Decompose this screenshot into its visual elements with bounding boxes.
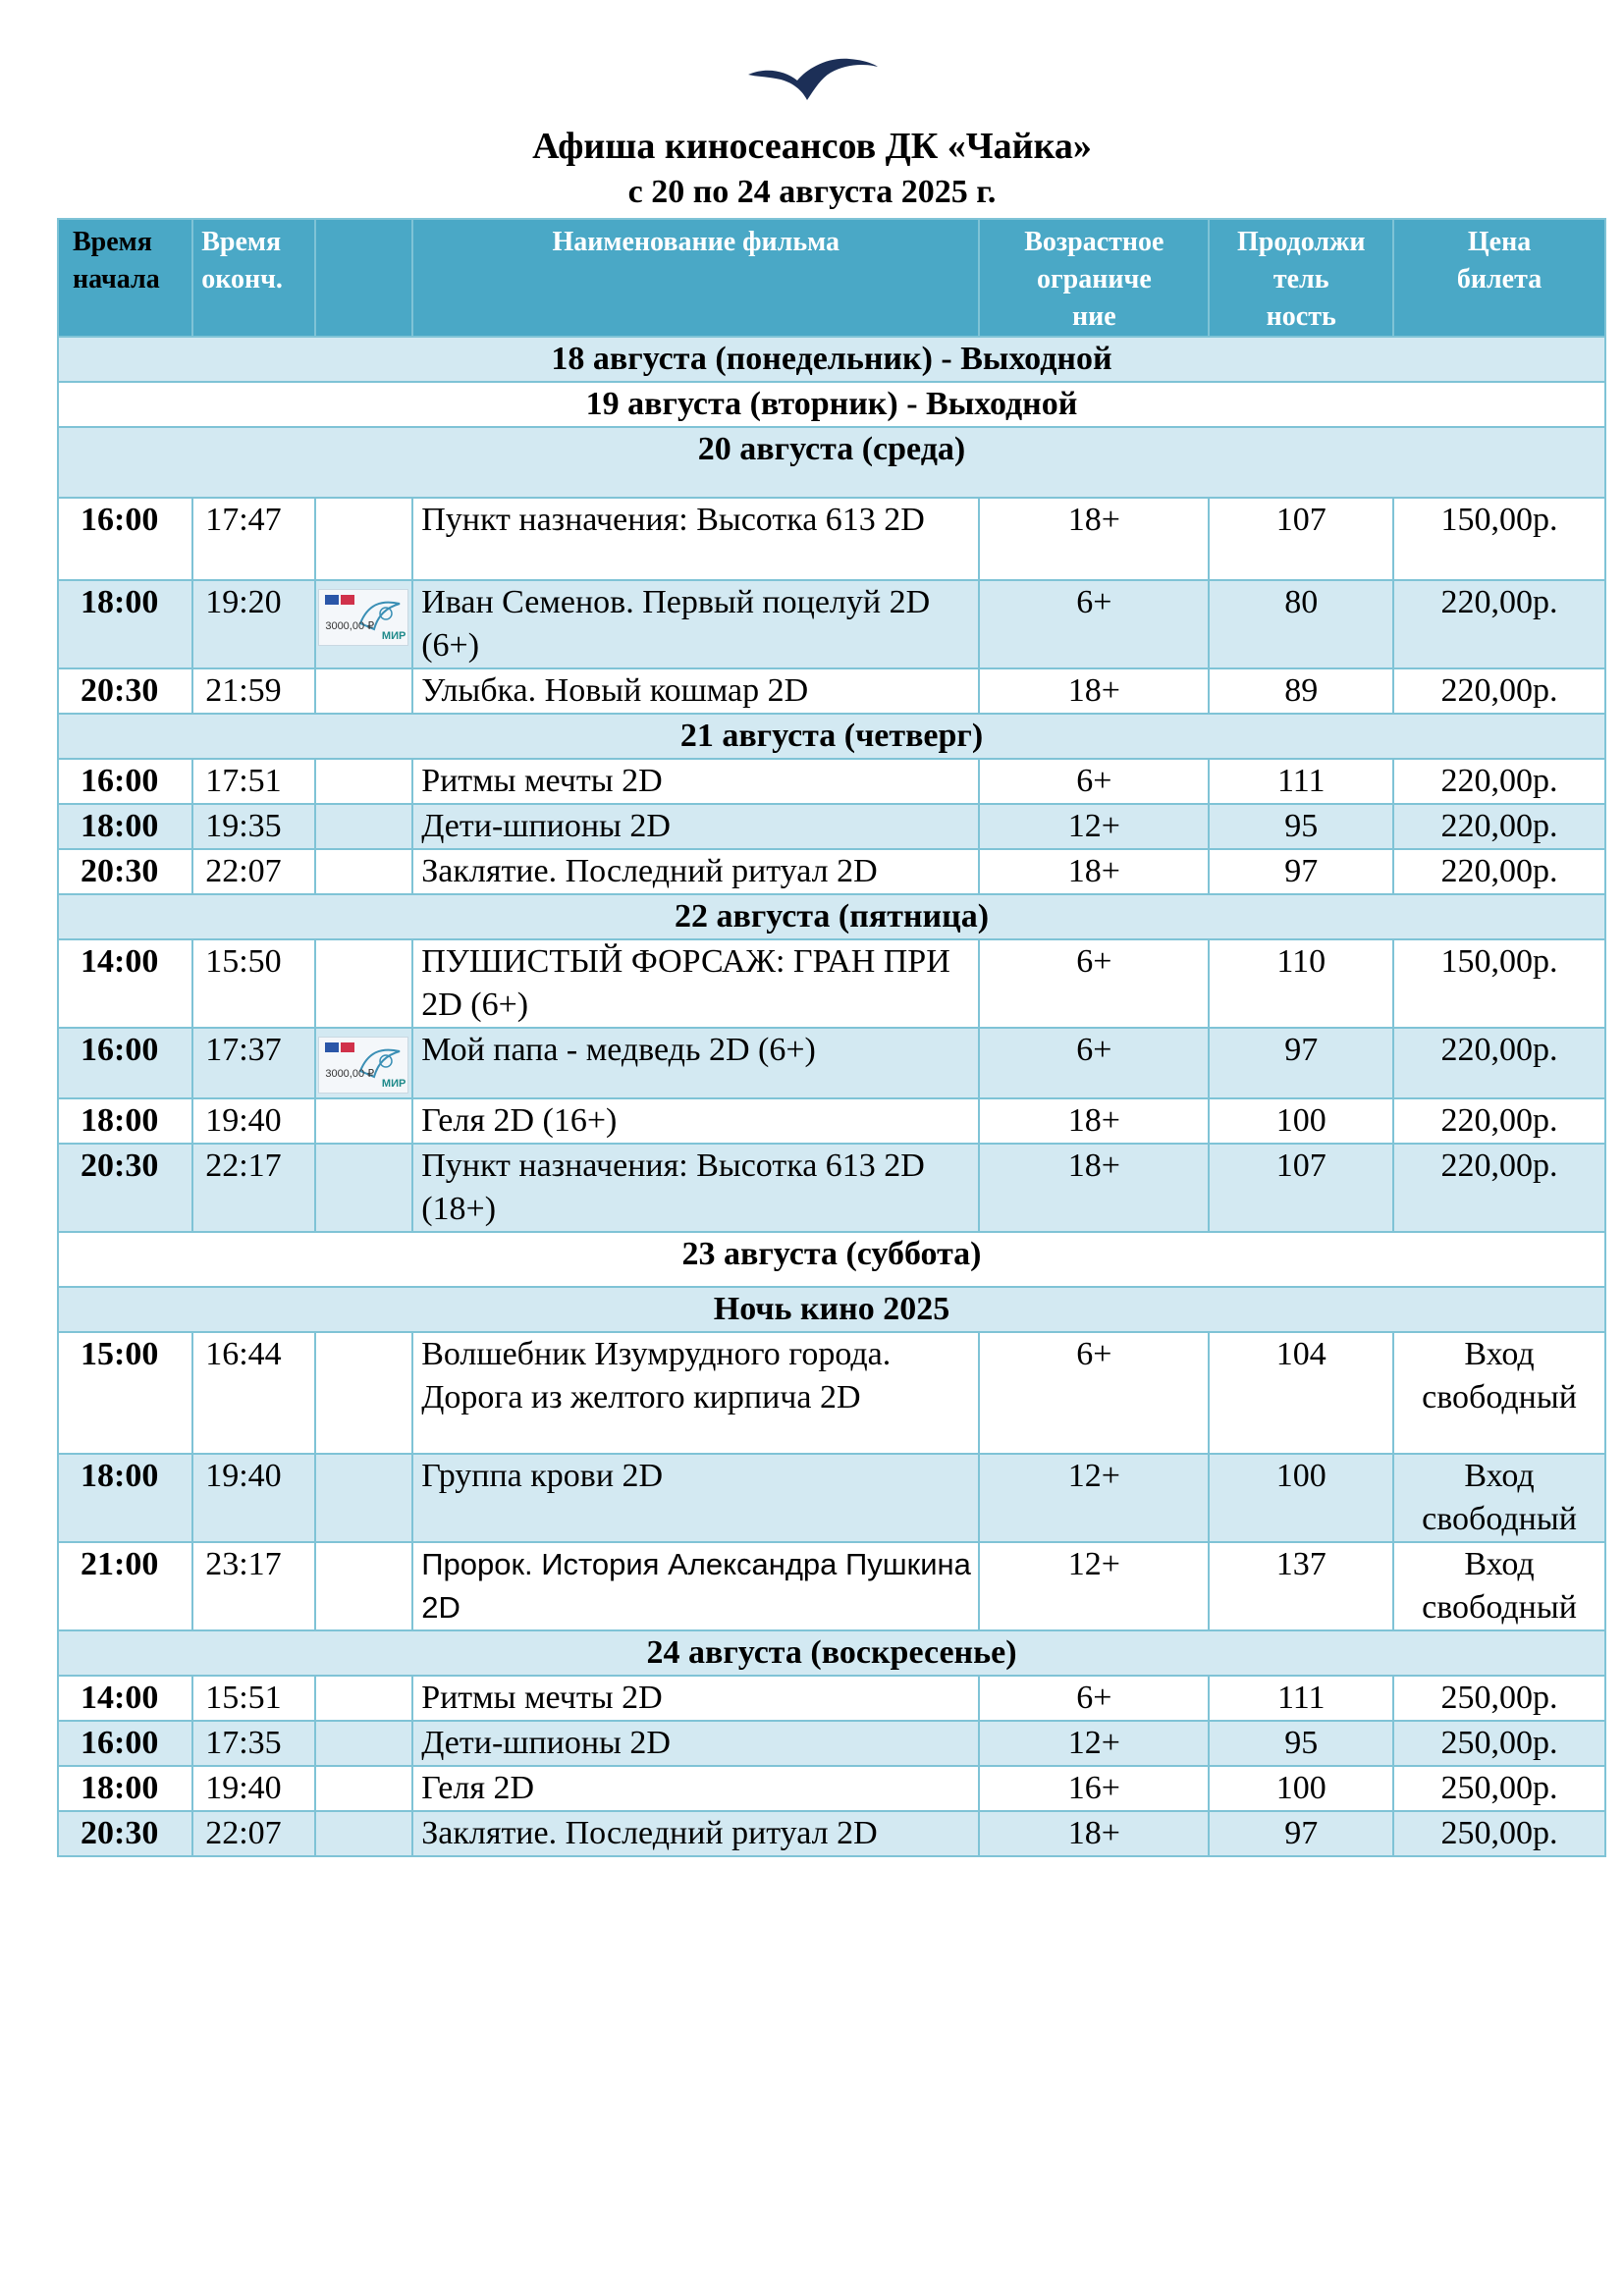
session-row [58,668,1605,714]
session-end-time: 17:51 [192,759,315,804]
session-end-time: 19:40 [192,1098,315,1144]
film-title: Ритмы мечты 2D [412,1676,979,1721]
age-rating: 6+ [979,759,1209,804]
ticket-price: 150,00р. [1393,498,1605,580]
pushkin-card-cell [315,1332,412,1454]
day-header-row [58,337,1605,382]
ticket-price: 250,00р. [1393,1766,1605,1811]
ticket-price: 250,00р. [1393,1676,1605,1721]
header-price: Цена билета [1393,219,1605,337]
age-rating: 12+ [979,804,1209,849]
duration-minutes: 89 [1209,668,1393,714]
film-title: Улыбка. Новый кошмар 2D [412,668,979,714]
ticket-price: 220,00р. [1393,1144,1605,1232]
ticket-price: 250,00р. [1393,1811,1605,1856]
session-row [58,1332,1605,1454]
age-rating: 18+ [979,1811,1209,1856]
day-label: Ночь кино 2025 [58,1287,1605,1332]
ticket-price: 220,00р. [1393,1028,1605,1098]
film-title: Иван Семенов. Первый поцелуй 2D (6+) [412,580,979,668]
film-title: Мой папа - медведь 2D (6+) [412,1028,979,1098]
film-title: Волшебник Изумрудного города. Дорога из желтого кирпича 2D [412,1332,979,1454]
session-row [58,580,1605,668]
ticket-price: Вход свободный [1393,1542,1605,1630]
header-age-rating: Возрастное ограниче ние [979,219,1209,337]
session-end-time: 21:59 [192,668,315,714]
session-start-time: 21:00 [58,1542,192,1630]
session-start-time: 16:00 [58,1721,192,1766]
session-start-time: 20:30 [58,849,192,894]
session-start-time: 15:00 [58,1332,192,1454]
header-duration: Продолжи тель ность [1209,219,1393,337]
session-end-time: 15:50 [192,939,315,1028]
age-rating: 12+ [979,1721,1209,1766]
page-subtitle: с 20 по 24 августа 2025 г. [627,174,997,210]
pushkin-card-cell [315,668,412,714]
session-end-time: 16:44 [192,1332,315,1454]
session-start-time: 14:00 [58,939,192,1028]
pushkin-card-cell [315,804,412,849]
film-title: Ритмы мечты 2D [412,759,979,804]
pushkin-card-cell [315,849,412,894]
duration-minutes: 137 [1209,1542,1393,1630]
session-start-time: 18:00 [58,1454,192,1542]
session-start-time: 16:00 [58,1028,192,1098]
ticket-price: 250,00р. [1393,1721,1605,1766]
session-end-time: 23:17 [192,1542,315,1630]
day-label: 22 августа (пятница) [58,894,1605,939]
pushkin-card-cell [315,1028,412,1098]
film-title: Пункт назначения: Высотка 613 2D [412,498,979,580]
session-end-time: 15:51 [192,1676,315,1721]
pushkin-card-cell [315,1144,412,1232]
duration-minutes: 111 [1209,1676,1393,1721]
ticket-price: 220,00р. [1393,849,1605,894]
session-end-time: 19:35 [192,804,315,849]
age-rating: 18+ [979,849,1209,894]
pushkin-card-cell [315,1766,412,1811]
ticket-price: Вход свободный [1393,1332,1605,1454]
film-title: Геля 2D (16+) [412,1098,979,1144]
session-row [58,1454,1605,1542]
duration-minutes: 97 [1209,849,1393,894]
age-rating: 18+ [979,1098,1209,1144]
age-rating: 6+ [979,1028,1209,1098]
duration-minutes: 80 [1209,580,1393,668]
header-spacer [315,219,412,337]
session-start-time: 20:30 [58,1811,192,1856]
session-end-time: 22:07 [192,849,315,894]
day-header-row [58,1232,1605,1287]
day-header-row [58,382,1605,427]
pushkin-card-cell [315,498,412,580]
day-header-row [58,714,1605,759]
session-row [58,759,1605,804]
pushkin-card-cell [315,580,412,668]
session-row [58,1542,1605,1630]
duration-minutes: 111 [1209,759,1393,804]
age-rating: 6+ [979,580,1209,668]
session-row [58,849,1605,894]
film-title: Дети-шпионы 2D [412,1721,979,1766]
day-header-row [58,1287,1605,1332]
session-end-time: 19:20 [192,580,315,668]
day-label: 24 августа (воскресенье) [58,1630,1605,1676]
film-title: Пророк. История Александра Пушкина 2D [412,1542,979,1630]
duration-minutes: 107 [1209,1144,1393,1232]
day-label: 20 августа (среда) [58,427,1605,498]
age-rating: 6+ [979,1676,1209,1721]
session-start-time: 18:00 [58,580,192,668]
film-title: Группа крови 2D [412,1454,979,1542]
session-start-time: 16:00 [58,498,192,580]
day-label: 18 августа (понедельник) - Выходной [58,337,1605,382]
table-header-row [58,219,1605,337]
pushkin-card-cell [315,1676,412,1721]
age-rating: 12+ [979,1454,1209,1542]
age-rating: 6+ [979,939,1209,1028]
ticket-price: 220,00р. [1393,1098,1605,1144]
session-row [58,1811,1605,1856]
duration-minutes: 95 [1209,804,1393,849]
ticket-price: 150,00р. [1393,939,1605,1028]
duration-minutes: 104 [1209,1332,1393,1454]
pushkin-card-cell [315,1721,412,1766]
session-end-time: 17:35 [192,1721,315,1766]
session-end-time: 22:17 [192,1144,315,1232]
day-header-row [58,1630,1605,1676]
session-end-time: 19:40 [192,1454,315,1542]
session-end-time: 22:07 [192,1811,315,1856]
pushkin-card-cell [315,1811,412,1856]
header-end-time: Время оконч. [192,219,315,337]
session-row [58,1028,1605,1098]
duration-minutes: 100 [1209,1098,1393,1144]
day-header-row [58,427,1605,498]
header-film-title: Наименование фильма [412,219,979,337]
age-rating: 6+ [979,1332,1209,1454]
duration-minutes: 100 [1209,1766,1393,1811]
age-rating: 12+ [979,1542,1209,1630]
duration-minutes: 97 [1209,1028,1393,1098]
duration-minutes: 107 [1209,498,1393,580]
age-rating: 18+ [979,668,1209,714]
session-row [58,1144,1605,1232]
duration-minutes: 97 [1209,1811,1393,1856]
header-start-time: Время начала [58,219,192,337]
session-start-time: 20:30 [58,668,192,714]
session-start-time: 18:00 [58,804,192,849]
session-row [58,1721,1605,1766]
day-label: 21 августа (четверг) [58,714,1605,759]
session-end-time: 17:37 [192,1028,315,1098]
film-title: Пункт назначения: Высотка 613 2D (18+) [412,1144,979,1232]
ticket-price: 220,00р. [1393,759,1605,804]
session-start-time: 14:00 [58,1676,192,1721]
session-end-time: 17:47 [192,498,315,580]
schedule-table [57,218,1606,1857]
session-start-time: 16:00 [58,759,192,804]
page-title: Афиша киносеансов ДК «Чайка» [532,126,1092,167]
session-end-time: 19:40 [192,1766,315,1811]
pushkin-card-cell [315,1454,412,1542]
duration-minutes: 95 [1209,1721,1393,1766]
duration-minutes: 110 [1209,939,1393,1028]
age-rating: 18+ [979,1144,1209,1232]
session-start-time: 20:30 [58,1144,192,1232]
ticket-price: 220,00р. [1393,804,1605,849]
session-start-time: 18:00 [58,1098,192,1144]
pushkin-card-cell [315,939,412,1028]
session-row [58,1766,1605,1811]
session-row [58,939,1605,1028]
pushkin-card-cell [315,759,412,804]
ticket-price: 220,00р. [1393,580,1605,668]
pushkin-card-badge-icon: 3000,00 ₽ МИР [318,589,408,646]
pushkin-card-badge-icon: 3000,00 ₽ МИР [318,1037,408,1094]
day-header-row [58,894,1605,939]
film-title: ПУШИСТЫЙ ФОРСАЖ: ГРАН ПРИ 2D (6+) [412,939,979,1028]
ticket-price: 220,00р. [1393,668,1605,714]
film-title: Дети-шпионы 2D [412,804,979,849]
session-row [58,1676,1605,1721]
duration-minutes: 100 [1209,1454,1393,1542]
session-row [58,804,1605,849]
film-title: Заклятие. Последний ритуал 2D [412,1811,979,1856]
day-label: 23 августа (суббота) [58,1232,1605,1287]
session-row [58,1098,1605,1144]
age-rating: 16+ [979,1766,1209,1811]
film-title: Заклятие. Последний ритуал 2D [412,849,979,894]
session-row [58,498,1605,580]
film-title: Геля 2D [412,1766,979,1811]
pushkin-card-cell [315,1542,412,1630]
seagull-logo-icon [746,55,879,106]
ticket-price: Вход свободный [1393,1454,1605,1542]
age-rating: 18+ [979,498,1209,580]
session-start-time: 18:00 [58,1766,192,1811]
pushkin-card-cell [315,1098,412,1144]
day-label: 19 августа (вторник) - Выходной [58,382,1605,427]
